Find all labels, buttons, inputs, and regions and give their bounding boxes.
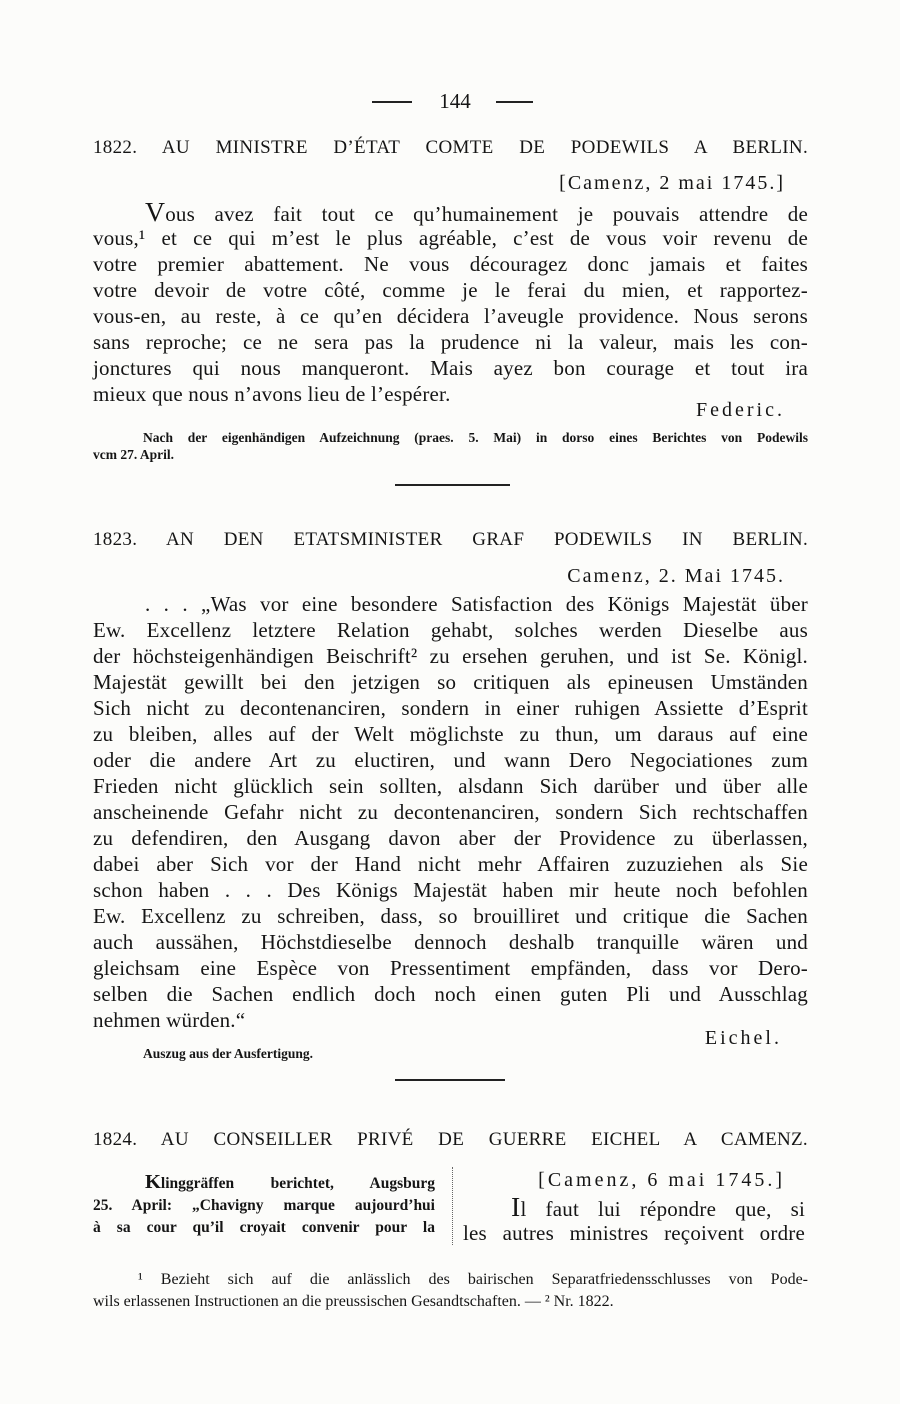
letter-1823-line: Ew. Excellenz zu schreiben, dass, so brouilliret und critique die Sachen bbox=[93, 904, 808, 928]
letter-1824-line: Il faut lui répondre que, si bbox=[511, 1191, 805, 1222]
letter-1824-line: les autres ministres reçoivent ordre bbox=[463, 1221, 805, 1245]
letter-1823-line: selben die Sachen endlich doch noch einen guten Pli und Ausschlag bbox=[93, 982, 808, 1006]
letter-1823-line: Frieden nicht glücklich sein sollten, alsdann Sich darüber und über alle bbox=[93, 774, 808, 798]
letter-1823-line: Ew. Excellenz letztere Relation gehabt, solches werden Dieselbe aus bbox=[93, 618, 808, 642]
letter-1824-heading: 1824. AU CONSEILLER PRIVÉ DE GUERRE EICHEL A CAMENZ. bbox=[93, 1129, 808, 1150]
letter-1823-heading: 1823. AN DEN ETATSMINISTER GRAF PODEWILS IN BERLIN. bbox=[93, 529, 808, 550]
letter-1823-line: schon haben . . . Des Königs Majestät haben mir heute noch befohlen bbox=[93, 878, 808, 902]
letter-1823-line: zu bleiben, alles auf der Welt möglichste zu thun, um daraus auf eine bbox=[93, 722, 808, 746]
letter-1823-line: anscheinende Gefahr nicht zu decontenanciren, sondern Sich rechtschaffen bbox=[93, 800, 808, 824]
letter-1824-summary-line: 25. April: „Chavigny marque aujourd’hui bbox=[93, 1197, 435, 1214]
letter-1822-line: vous-en, au reste, à ce qu’en décidera l’aveugle providence. Nous serons bbox=[93, 304, 808, 328]
letter-1823-line: dabei aber Sich vor der Hand nicht mehr Affairen zuzuziehen als Sie bbox=[93, 852, 808, 876]
letter-1823-line: oder die andere Art zu eluctiren, und wann Dero Negociationes zum bbox=[93, 748, 808, 772]
letter-1822-source-note: vcm 27. April. bbox=[93, 447, 174, 462]
letter-1824-summary-line: Klinggräffen berichtet, Augsburg bbox=[145, 1171, 435, 1193]
letter-1823-line: Sich nicht zu decontenanciren, sondern in einer ruhigen Assiette d’Esprit bbox=[93, 696, 808, 720]
page-number-dash-left bbox=[372, 101, 412, 103]
letter-1822-line: vous,¹ et ce qui m’est le plus agréable, c’est de vous voir revenu de bbox=[93, 226, 808, 250]
letter-1824-date: [Camenz, 6 mai 1745.] bbox=[538, 1169, 785, 1191]
letter-1823-signature: Eichel. bbox=[704, 1027, 782, 1049]
letter-1822-line: votre premier abattement. Ne vous découragez donc jamais et faites bbox=[93, 252, 808, 276]
letter-1823-date: Camenz, 2. Mai 1745. bbox=[567, 565, 785, 587]
letter-1822-source-note: Nach der eigenhändigen Aufzeichnung (praes. 5. Mai) in dorso eines Berichtes von Podewils bbox=[143, 430, 808, 445]
letter-1822-line: sans reproche; ce ne sera pas la prudence ni la valeur, mais les con- bbox=[93, 330, 808, 354]
column-separator bbox=[452, 1167, 453, 1245]
letter-1823-line: nehmen würden.“ bbox=[93, 1008, 246, 1032]
letter-1823-line: der höchsteigenhändigen Beischrift² zu ersehen geruhen, und ist Se. Königl. bbox=[93, 644, 808, 668]
letter-1823-line: Majestät gewillt bei den jetzigen so critiquen als epineusen Umständen bbox=[93, 670, 808, 694]
letter-1823-line: auch aussähen, Höchstdieselbe dennoch deshalb tranquille wären und bbox=[93, 930, 808, 954]
letter-1823-line: zu defendiren, den Ausgang davon aber der Providence zu überlassen, bbox=[93, 826, 808, 850]
letter-1822-signature: Federic. bbox=[696, 399, 785, 421]
letter-1822-line: Vous avez fait tout ce qu’humainement je pouvais attendre de bbox=[145, 196, 808, 227]
letter-1822-line: mieux que nous n’avons lieu de l’espérer. bbox=[93, 382, 451, 406]
section-divider bbox=[395, 1079, 505, 1081]
footnote-line: ¹ Bezieht sich auf die anlässlich des bairischen Separatfriedensschlusses von Pode- bbox=[138, 1271, 808, 1288]
letter-1822-date: [Camenz, 2 mai 1745.] bbox=[559, 172, 785, 194]
letter-1823-line: gleichsam eine Espèce von Pressentiment empfänden, dass vor Dero- bbox=[93, 956, 808, 980]
letter-1822-line: votre devoir de votre côté, comme je le ferai du mien, et rapportez- bbox=[93, 278, 808, 302]
page-number-dash-right bbox=[496, 101, 533, 103]
letter-1824-summary-line: à sa cour qu’il croyait convenir pour la bbox=[93, 1219, 435, 1236]
section-divider bbox=[395, 484, 510, 486]
letter-1823-source-note: Auszug aus der Ausfertigung. bbox=[143, 1046, 314, 1061]
letter-1822-heading: 1822. AU MINISTRE D’ÉTAT COMTE DE PODEWILS A BERLIN. bbox=[93, 137, 808, 158]
page-number: 144 bbox=[439, 89, 471, 113]
letter-1822-line: jonctures qui nous manqueront. Mais ayez bon courage et tout ira bbox=[93, 356, 808, 380]
letter-1823-line: . . . „Was vor eine besondere Satisfaction des Königs Majestät über bbox=[145, 592, 808, 616]
footnote-line: wils erlassenen Instructionen an die preussischen Gesandtschaften. — ² Nr. 1822. bbox=[93, 1293, 614, 1310]
